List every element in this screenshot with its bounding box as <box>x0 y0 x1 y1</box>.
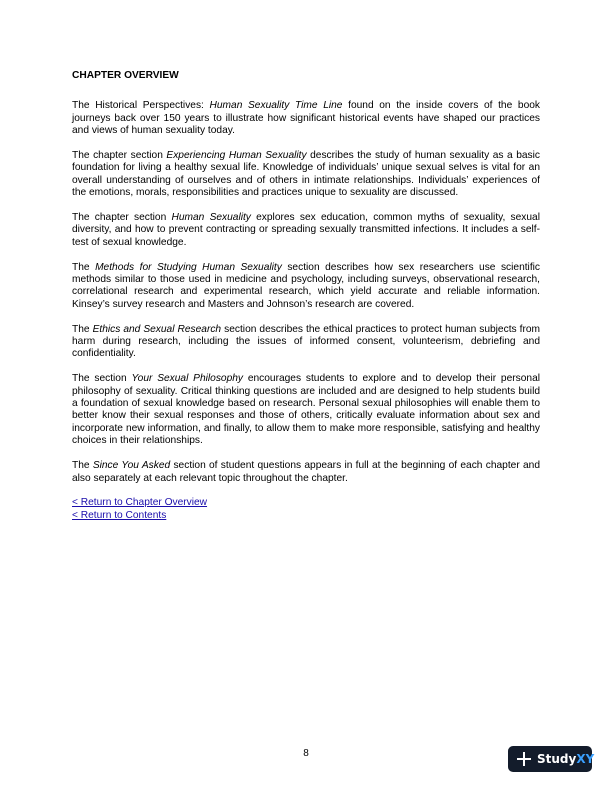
paragraph-time-line: The Historical Perspectives: Human Sexuality Time Line found on the inside covers of the book journeys back over 150 years to illustrate how significant historical events have shaped our practices and views of human sexuality today. <box>72 100 540 137</box>
paragraph-experiencing: The chapter section Experiencing Human Sexuality describes the study of human sexuality as a basic foundation for living a healthy sexual life. Knowledge of individuals’ unique sexual selves is vital for an overall understanding of ourselves and of others in intimate relationships. Individuals’ experiences of the emotions, morals, responsibilities and practices unique to sexuality are discussed. <box>72 150 540 199</box>
navigation-links <box>72 497 540 522</box>
paragraph-human-sexuality: The chapter section Human Sexuality explores sex education, common myths of sexuality, sexual diversity, and how to prevent contracting or spreading sexually transmitted infections. It includes a self-test of sexual knowledge. <box>72 212 540 248</box>
paragraph-ethics: The Ethics and Sexual Research section describes the ethical practices to protect human subjects from harm during research, including the issues of informed consent, volunteerism, debriefing and confidentiality. <box>72 323 541 360</box>
studyxy-badge[interactable] <box>508 746 595 772</box>
studyxy-wordmark: StudyXY <box>537 752 595 766</box>
return-to-contents-link[interactable]: < Return to Contents <box>72 509 167 521</box>
paragraph-philosophy: The section Your Sexual Philosophy encourages students to explore and to develop their personal philosophy of sexuality. Critical thinking questions are included and are designed to help students build a foundation of sexual knowledge based on research. Personal sexual philosophies will enable them to better know their sexual responses and those of others, critically evaluate information about sex and incorporate new information, and finally, to allow them to make more responsible, satisfying and healthy choices in their relationships. <box>72 373 540 447</box>
plus-icon <box>516 751 532 767</box>
paragraph-since-you-asked: The Since You Asked section of student questions appears in full at the beginning of each chapter and also separately at each relevant topic throughout the chapter. <box>72 460 540 484</box>
chapter-overview-heading: CHAPTER OVERVIEW <box>72 70 179 81</box>
page-number: 8 <box>303 748 309 759</box>
document-body <box>72 70 540 522</box>
paragraph-methods: The Methods for Studying Human Sexuality section describes how sex researchers use scientific methods similar to those used in medicine and psychology, including surveys, observational research, correlational research and experimental research, which yield accurate and reliable information. Kinsey’s survey research and Masters and Johnson’s research are covered. <box>72 261 541 310</box>
return-to-chapter-overview-link[interactable]: < Return to Chapter Overview <box>72 497 208 509</box>
